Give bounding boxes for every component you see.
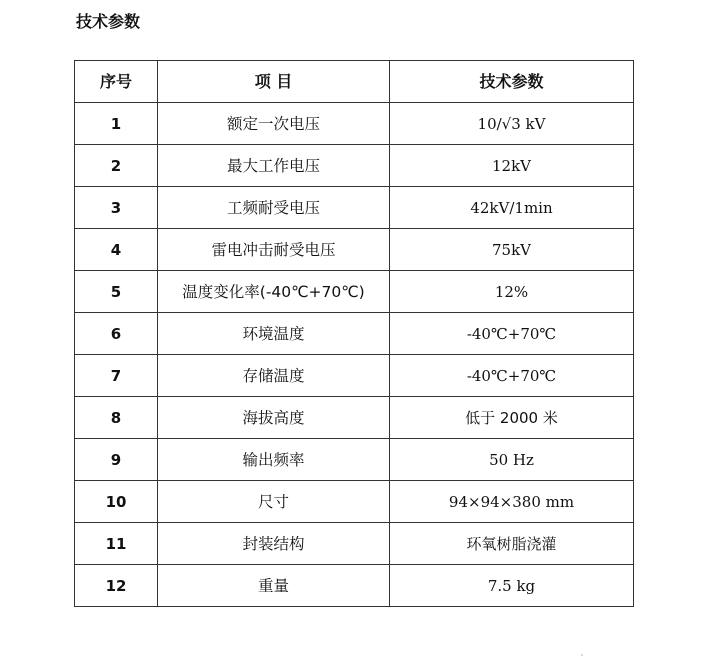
header-no: 序号: [75, 61, 158, 103]
row-number: 2: [75, 145, 158, 187]
table-row: [75, 187, 634, 229]
row-value: 42kV/1min: [390, 187, 634, 229]
spec-table: [74, 60, 634, 607]
row-item: 存储温度: [158, 355, 390, 397]
table-row: [75, 523, 634, 565]
row-value: 75kV: [390, 229, 634, 271]
row-value: 环氧树脂浇灌: [390, 523, 634, 565]
row-value: 7.5 kg: [390, 565, 634, 607]
row-value: -40℃+70℃: [390, 313, 634, 355]
table-row: [75, 481, 634, 523]
row-value: 12%: [390, 271, 634, 313]
table-row: [75, 103, 634, 145]
row-number: 11: [75, 523, 158, 565]
row-number: 6: [75, 313, 158, 355]
row-item: 温度变化率(-40℃+70℃): [158, 271, 390, 313]
row-value: 低于 2000 米: [390, 397, 634, 439]
row-value: 94×94×380 mm: [390, 481, 634, 523]
row-item: 海拔高度: [158, 397, 390, 439]
row-number: 12: [75, 565, 158, 607]
row-number: 4: [75, 229, 158, 271]
scan-speck: [581, 654, 583, 656]
row-number: 7: [75, 355, 158, 397]
row-item: 封装结构: [158, 523, 390, 565]
page-title: 技术参数: [76, 12, 141, 31]
table-row: [75, 355, 634, 397]
row-item: 最大工作电压: [158, 145, 390, 187]
row-value: -40℃+70℃: [390, 355, 634, 397]
table-row: [75, 313, 634, 355]
row-number: 1: [75, 103, 158, 145]
header-item: 项 目: [158, 61, 390, 103]
row-item: 额定一次电压: [158, 103, 390, 145]
row-item: 重量: [158, 565, 390, 607]
row-number: 5: [75, 271, 158, 313]
table-row: [75, 229, 634, 271]
header-value: 技术参数: [390, 61, 634, 103]
table-header-row: [75, 61, 634, 103]
row-item: 雷电冲击耐受电压: [158, 229, 390, 271]
row-number: 9: [75, 439, 158, 481]
table-row: [75, 439, 634, 481]
row-item: 环境温度: [158, 313, 390, 355]
row-number: 8: [75, 397, 158, 439]
row-value: 50 Hz: [390, 439, 634, 481]
table-row: [75, 145, 634, 187]
row-number: 10: [75, 481, 158, 523]
row-item: 尺寸: [158, 481, 390, 523]
row-item: 工频耐受电压: [158, 187, 390, 229]
row-value: 12kV: [390, 145, 634, 187]
row-value: 10/√3 kV: [390, 103, 634, 145]
row-number: 3: [75, 187, 158, 229]
row-item: 输出频率: [158, 439, 390, 481]
table-row: [75, 271, 634, 313]
table-row: [75, 565, 634, 607]
table-row: [75, 397, 634, 439]
